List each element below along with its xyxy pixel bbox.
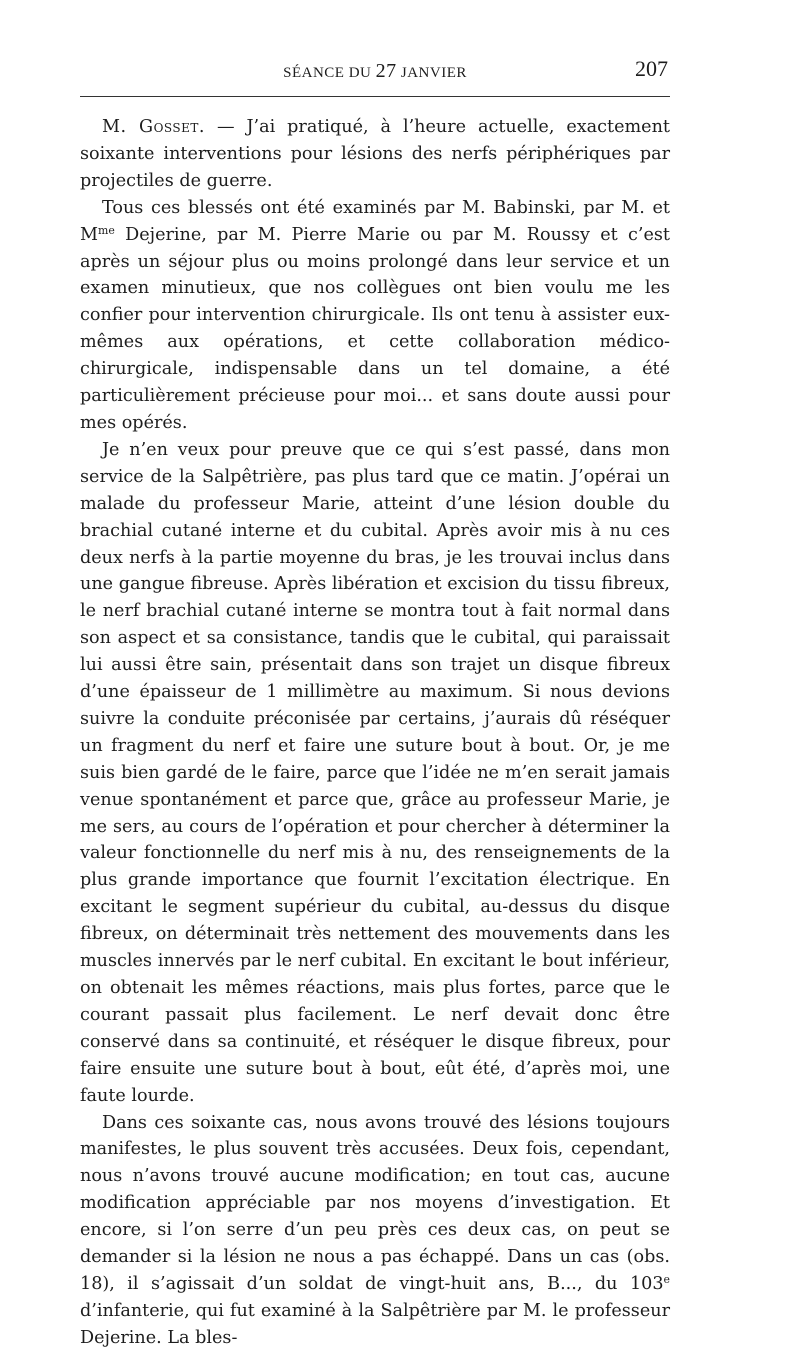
paragraph-text: Tous ces blessés ont été examinés par M. Babinski, par M. et M xyxy=(80,197,670,245)
running-title-post: JANVIER xyxy=(396,65,467,81)
running-title-pre: SÉANCE DU xyxy=(283,65,376,81)
running-title-date: 27 xyxy=(375,60,397,82)
header-rule xyxy=(80,96,670,97)
speaker-name: M. Gosset. xyxy=(102,117,206,137)
paragraph-case-salpetriere: Je n’en veux pour preuve que ce qui s’est passé, dans mon service de la Salpêtrière, pas plus tard que ce matin. J’opérai un malade du professeur Marie, atteint d’une lésion double du brachial cutané interne et du cubital. Après avoir mis à nu ces deux nerfs à la partie moyenne du bras, je les trouvai inclus dans une gangue fibreuse. Après libération et excision du tissu fibreux, le nerf brachial cutané interne se montra tout à fait normal dans son aspect et sa consistance, tandis que le cubital, qui paraissait lui aussi être sain, présentait dans son trajet un disque fibreux d’une épaisseur de 1 millimètre au maximum. Si nous devions suivre la conduite préconisée par certains, j’aurais dû réséquer un fragment du nerf et faire une suture bout à bout. Or, je me suis bien gardé de le faire, parce que l’idée ne m’en serait jamais venue spontanément et parce que, grâce au professeur Marie, je me sers, au cours de l’opération et pour chercher à déterminer la valeur fonctionnelle du nerf mis à nu, des renseignements de la plus grande importance que fournit l’excitation électrique. En excitant le segment supérieur du cubital, au-dessus du disque fibreux, on déterminait très nettement des mouvements dans les muscles innervés par le nerf cubital. En excitant le bout inférieur, on obtenait les mêmes réactions, mais plus fortes, parce que le courant passait plus facilement. Le nerf devait donc être conservé dans sa continuité, et réséquer le disque fibreux, pour faire ensuite une suture bout à bout, eût été, d’après moi, une faute lourde. xyxy=(80,439,670,1106)
running-head xyxy=(80,56,670,86)
superscript: me xyxy=(98,223,115,237)
paragraph-gosset xyxy=(80,114,670,195)
paragraph-text: — J’ai pratiqué, à l’heure actuelle, exactement soixante interventions pour lésions des nerfs périphériques par projectiles de guerre. xyxy=(80,117,670,191)
paragraph-text: d’infanterie, qui fut examiné à la Salpêtrière par M. le professeur Dejerine. La bles- xyxy=(80,1300,670,1348)
body-text xyxy=(80,114,670,1352)
paragraph-text: Dans ces soixante cas, nous avons trouvé des lésions toujours manifestes, le plus souvent très accusées. Deux fois, cependant, nous n’avons trouvé aucune modification; en tout cas, aucune modification appréciable par nos moyens d’investigation. Et encore, si l’on serre d’un peu près ces deux cas, on peut se demander si la lésion ne nous a pas échappé. Dans un cas (obs. 18), il s’agissait d’un soldat de vingt-huit ans, B..., du 103 xyxy=(80,1112,670,1294)
paragraph-sixty-cases xyxy=(80,1110,670,1352)
paragraph-examinations xyxy=(80,195,670,437)
page-number: 207 xyxy=(635,56,668,81)
running-title xyxy=(80,60,670,83)
superscript: e xyxy=(663,1272,670,1286)
paragraph-text: Dejerine, par M. Pierre Marie ou par M. Roussy et c’est après un séjour plus ou moins prolongé dans leur service et un examen minutieux, que nos collègues ont bien voulu me les confier pour intervention chirurgicale. Ils ont tenu à assister eux-mêmes aux opérations, et cette collaboration médico-chirurgicale, indispensable dans un tel domaine, a été particulièrement précieuse pour moi... et sans doute aussi pour mes opérés. xyxy=(80,224,670,433)
